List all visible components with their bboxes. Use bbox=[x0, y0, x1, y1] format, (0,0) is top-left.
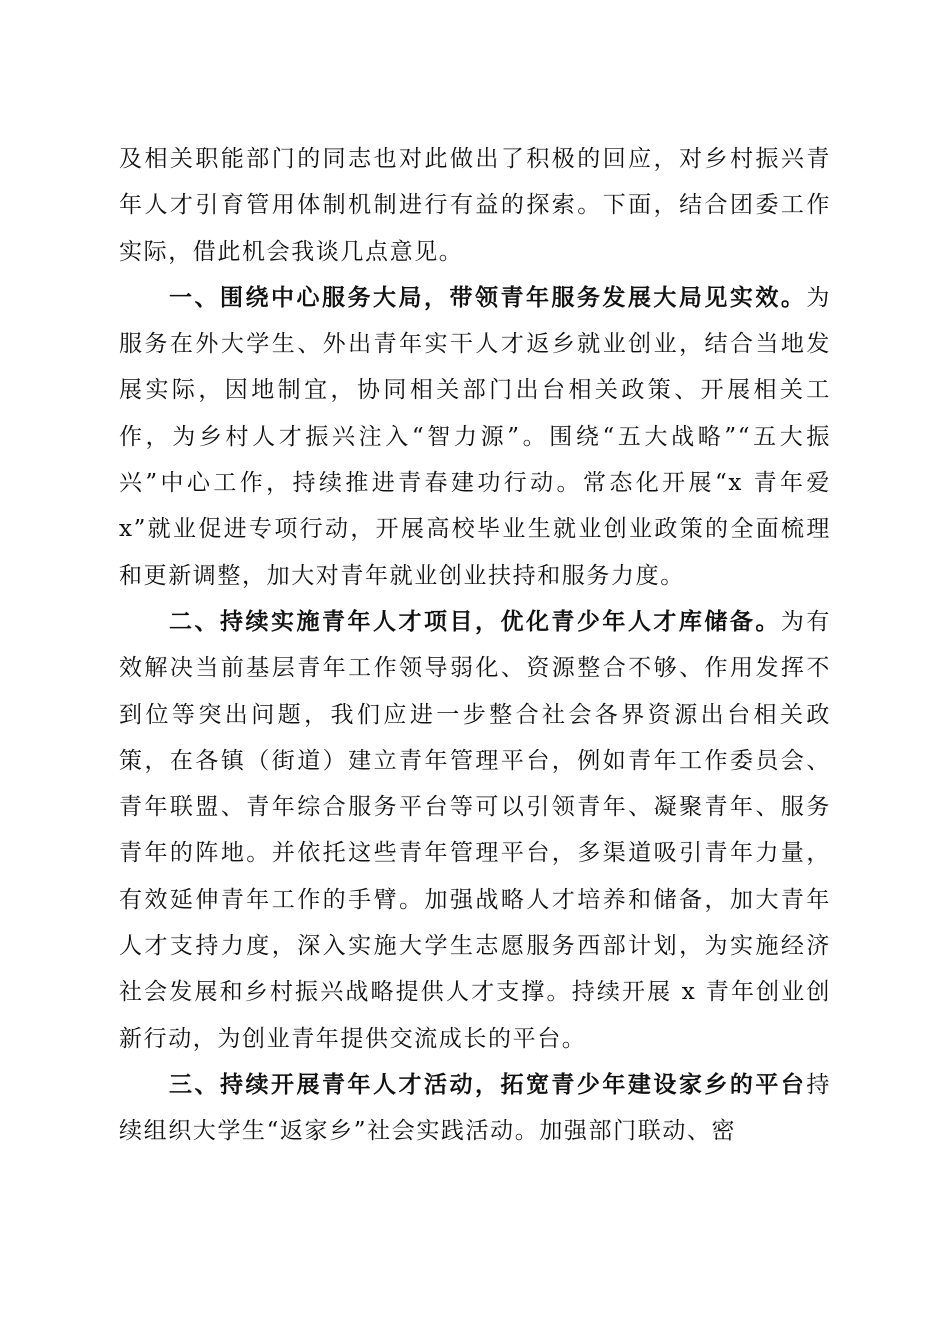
paragraph-body: 持续组织大学生“返家乡”社会实践活动。加强部门联动、密 bbox=[119, 1071, 831, 1145]
paragraph-section-two bbox=[119, 599, 831, 1062]
paragraph-body: 为服务在外大学生、外出青年实干人才返乡就业创业，结合当地发展实际，因地制宜，协同相关部门出台相关政策、开展相关工作，为乡村人才振兴注入“智力源”。围绕“五大战略”“五大振兴”中心工作，持续推进青春建功行动。常态化开展“x 青年爱 x”就业促进专项行动，开展高校毕业生就业创业政策的全面梳理和更新调整，加大对青年就业创业扶持和服务力度。 bbox=[119, 284, 831, 589]
paragraph-section-three bbox=[119, 1062, 831, 1155]
paragraph-section-one bbox=[119, 275, 831, 599]
paragraph-intro bbox=[119, 136, 831, 275]
paragraph-body: 及相关职能部门的同志也对此做出了积极的回应，对乡村振兴青年人才引育管用体制机制进行有益的探索。下面，结合团委工作实际，借此机会我谈几点意见。 bbox=[119, 146, 831, 265]
paragraph-body: 为有效解决当前基层青年工作领导弱化、资源整合不够、作用发挥不到位等突出问题，我们应进一步整合社会各界资源出台相关政策，在各镇（街道）建立青年管理平台，例如青年工作委员会、青年联盟、青年综合服务平台等可以引领青年、凝聚青年、服务青年的阵地。并依托这些青年管理平台，多渠道吸引青年力量，有效延伸青年工作的手臂。加强战略人才培养和储备，加大青年人才支持力度，深入实施大学生志愿服务西部计划，为实施经济社会发展和乡村振兴战略提供人才支撑。持续开展 x 青年创业创新行动，为创业青年提供交流成长的平台。 bbox=[119, 608, 832, 1052]
section-heading: 二、持续实施青年人才项目，优化青少年人才库储备。 bbox=[169, 608, 781, 635]
section-heading: 一、围绕中心服务大局，带领青年服务发展大局见实效。 bbox=[169, 284, 807, 311]
document-body bbox=[119, 136, 831, 1155]
section-heading: 三、持续开展青年人才活动，拓宽青少年建设家乡的平台 bbox=[169, 1071, 807, 1098]
